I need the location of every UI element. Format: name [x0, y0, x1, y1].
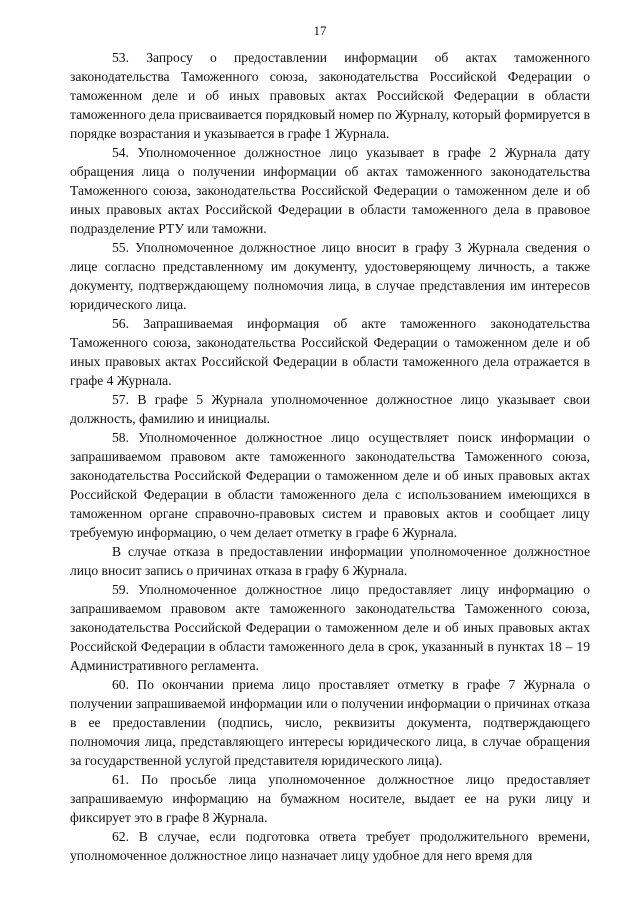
paragraph-53: 53. Запросу о предоставлении информации об актах таможенного законодательства Таможенного союза, законодательства Российской Федерации о таможенном деле и об иных правовых актах Российской Федерации в области таможенного дела присваивается порядковый номер по Журналу, который формируется в порядке возрастания и указывается в графе 1 Журнала. [70, 50, 590, 141]
paragraph-61: 61. По просьбе лица уполномоченное должностное лицо предоставляет запрашиваемую информацию на бумажном носителе, выдает ее на руки лицу и фиксирует это в графе 8 Журнала. [70, 772, 590, 825]
paragraph-58: 58. Уполномоченное должностное лицо осуществляет поиск информации о запрашиваемом правовом акте таможенного законодательства Таможенного союза, законодательства Российской Федерации о таможенном деле и об иных правовых актах Российской Федерации в области таможенного дела с использованием имеющихся в таможенном органе справочно-правовых систем и правовых актов и сообщает лицу требуемую информацию, о чем делает отметку в графе 6 Журнала. [70, 430, 590, 540]
paragraph-60: 60. По окончании приема лицо проставляет отметку в графе 7 Журнала о получении запрашиваемой информации или о получении информации о причинах отказа в ее предоставлении (подпись, число, реквизиты документа, подтверждающего полномочия лица, представляющего интересы юридического лица, в случае обращения за государственной услугой представителя юридического лица). [70, 677, 590, 768]
paragraph-56: 56. Запрашиваемая информация об акте таможенного законодательства Таможенного союза, законодательства Российской Федерации о таможенном деле и об иных правовых актах Российской Федерации в области таможенного дела отражается в графе 4 Журнала. [70, 316, 590, 388]
document-body [70, 48, 590, 865]
paragraph-62: 62. В случае, если подготовка ответа требует продолжительного времени, уполномоченное должностное лицо назначает лицу удобное для него время для [70, 829, 590, 863]
paragraph-54: 54. Уполномоченное должностное лицо указывает в графе 2 Журнала дату обращения лица о получении информации об актах таможенного законодательства Таможенного союза, законодательства Российской Федерации о таможенном деле и об иных правовых актах Российской Федерации в области таможенного дела в правовое подразделение РТУ или таможни. [70, 145, 590, 236]
paragraph-57: 57. В графе 5 Журнала уполномоченное должностное лицо указывает свои должность, фамилию и инициалы. [70, 392, 590, 426]
paragraph-59: 59. Уполномоченное должностное лицо предоставляет лицу информацию о запрашиваемом правовом акте таможенного законодательства Таможенного союза, законодательства Российской Федерации о таможенном деле и об иных правовых актах Российской Федерации в области таможенного дела в срок, указанный в пунктах 18 – 19 Административного регламента. [70, 582, 590, 673]
paragraph-55: 55. Уполномоченное должностное лицо вносит в графу 3 Журнала сведения о лице согласно представленному им документу, удостоверяющему личность, а также документу, подтверждающему полномочия лица, в случае представления им интересов юридического лица. [70, 240, 590, 312]
page-number: 17 [313, 23, 327, 38]
paragraph-58-refusal: В случае отказа в предоставлении информации уполномоченное должностное лицо вносит запись о причинах отказа в графу 6 Журнала. [70, 544, 590, 578]
